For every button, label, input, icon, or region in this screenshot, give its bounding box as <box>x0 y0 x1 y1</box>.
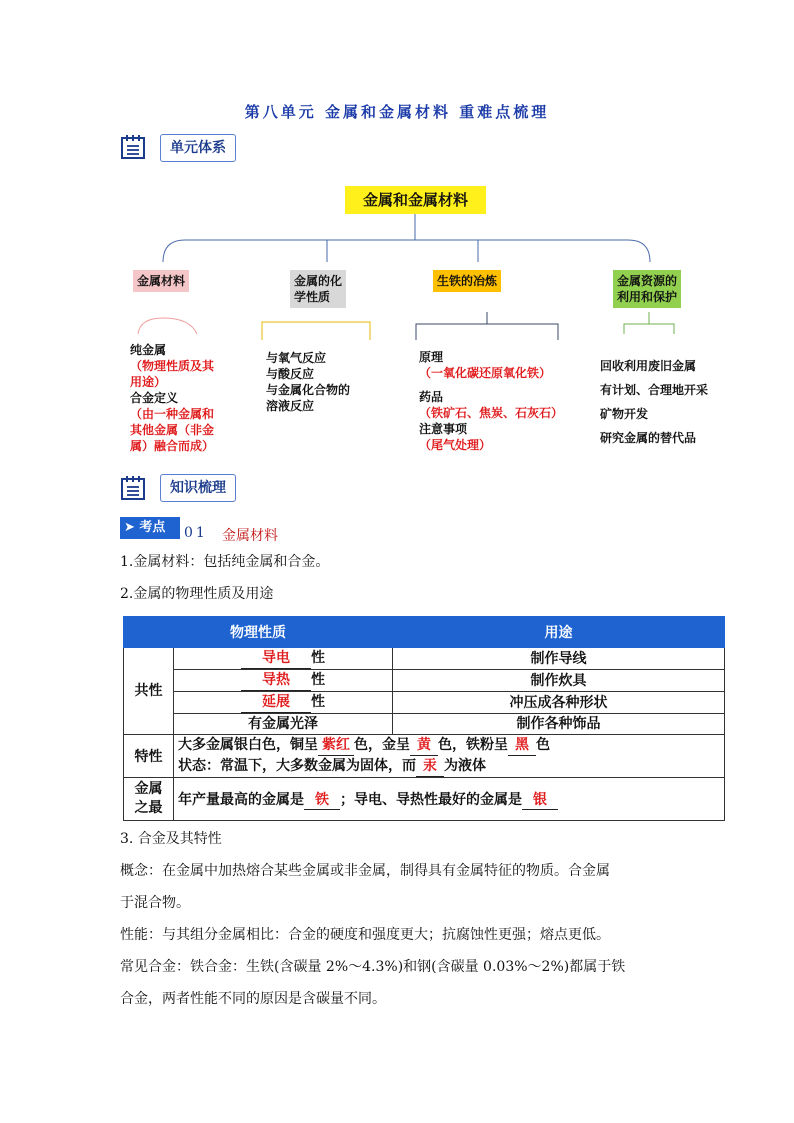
list-item: 纯金属 <box>130 343 167 357</box>
paragraph-5: 性能：与其组分金属相比：合金的硬度和强度更大；抗腐蚀性更强；熔点更低。 <box>120 927 610 943</box>
list-item: （由一种金属和 <box>130 407 215 421</box>
list-item: （铁矿石、焦炭、石灰石） <box>419 406 564 420</box>
branch-chemical-properties: 金属的化 学性质 <box>290 270 346 308</box>
list-item: 注意事项 <box>419 422 468 436</box>
leaf-list-resources <box>600 354 708 450</box>
list-item: 与酸反应 <box>266 367 315 381</box>
list-item: （尾气处理） <box>419 438 492 452</box>
arrow-icon: ➤ <box>124 520 140 535</box>
table-row: 导热 性 制作炊具 <box>124 670 725 692</box>
kaodian-number: 01 <box>184 525 208 541</box>
branch-metal-materials: 金属材料 <box>133 270 189 292</box>
paragraph-4b: 于混合物。 <box>120 895 190 911</box>
list-item: 属）融合而成） <box>130 439 215 453</box>
list-item: 药品 <box>419 390 444 404</box>
paragraph-6b: 合金，两者性能不同的原因是含碳量不同。 <box>120 991 386 1007</box>
kaodian-title: 金属材料 <box>222 528 278 544</box>
properties-table <box>123 616 725 821</box>
list-item: 原理 <box>419 350 444 364</box>
list-item: 其他金属（非金 <box>130 423 215 437</box>
paragraph-2: 2.金属的物理性质及用途 <box>120 586 274 602</box>
list-item: 溶液反应 <box>266 399 315 413</box>
section-label-knowledge: 知识梳理 <box>160 474 236 502</box>
list-item: （物理性质及其 <box>130 359 215 373</box>
list-item: 有计划、合理地开采 <box>600 383 709 397</box>
list-item: 研究金属的替代品 <box>600 431 697 445</box>
paragraph-1: 1.金属材料：包括纯金属和合金。 <box>120 554 330 570</box>
leaf-list-materials <box>130 342 214 454</box>
paragraph-4a: 概念：在金属中加热熔合某些金属或非金属，制得具有金属特征的物质。合金属 <box>120 863 610 879</box>
branch-iron-smelting: 生铁的冶炼 <box>433 270 501 292</box>
row-label-special: 特性 <box>124 735 174 778</box>
row-label-common: 共性 <box>124 648 174 735</box>
table-header-property: 物理性质 <box>124 617 393 648</box>
section-label-system: 单元体系 <box>160 134 236 162</box>
page-title: 第八单元 金属和金属材料 重难点梳理 <box>244 103 550 121</box>
list-item: 用途） <box>130 375 167 389</box>
paragraph-3: 3. 合金及其特性 <box>120 831 222 847</box>
paragraph-6a: 常见合金：铁合金：生铁(含碳量 2%～4.3%)和钢(含碳量 0.03%～2%)都属于铁 <box>120 959 626 975</box>
list-item: 回收利用废旧金属 <box>600 359 697 373</box>
list-item: 与金属化合物的 <box>266 383 351 397</box>
list-item: （一氧化碳还原氧化铁） <box>419 366 552 380</box>
table-row: 金属 之最 年产量最高的金属是 铁 ；导电、导热性最好的金属是 银 <box>124 778 725 821</box>
leaf-list-chemical <box>266 350 350 414</box>
list-item: 矿物开发 <box>600 407 649 421</box>
leaf-list-smelting <box>419 349 563 453</box>
list-item: 与氧气反应 <box>266 351 327 365</box>
kaodian-badge: ➤ 考点 <box>120 517 180 539</box>
table-row: 共性 导电 性 制作导线 <box>124 648 725 670</box>
list-item: 合金定义 <box>130 391 179 405</box>
table-row: 延展 性 冲压成各种形状 <box>124 692 725 714</box>
row-label-superlative: 金属 之最 <box>124 778 174 821</box>
branch-resources: 金属资源的 利用和保护 <box>613 270 681 308</box>
table-row: 有金属光泽 制作各种饰品 <box>124 714 725 735</box>
table-row: 特性 大多金属银白色，铜呈 紫红 色，金呈 黄 色，铁粉呈 黑 色 状态：常温下，大多数金属为固体，而 汞 为液体 <box>124 735 725 778</box>
table-header-use: 用途 <box>393 617 725 648</box>
mindmap-root: 金属和金属材料 <box>345 186 486 214</box>
notepad-icon <box>120 475 146 501</box>
